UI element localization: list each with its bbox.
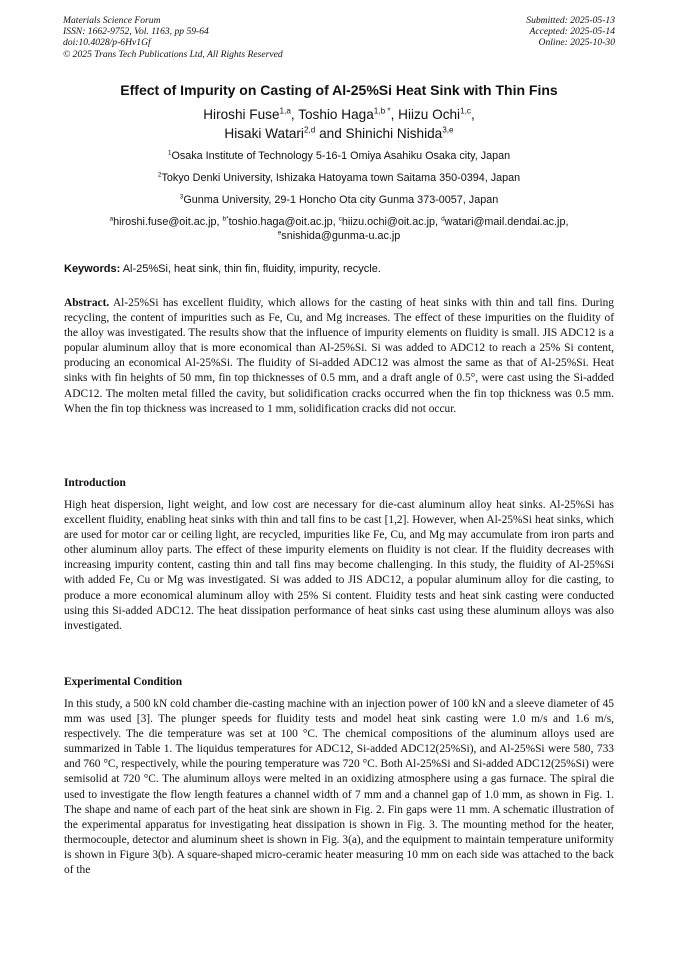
author-name: Shinichi Nishida [345, 126, 443, 141]
accepted-date: Accepted: 2025-05-14 [529, 26, 615, 38]
paper-title: Effect of Impurity on Casting of Al-25%Si Heat Sink with Thin Fins [120, 82, 558, 98]
email-mark: d [441, 215, 445, 223]
email-link[interactable]: toshio.haga@oit.ac.jp, [228, 216, 339, 228]
abstract [64, 296, 614, 417]
affiliation-number: 2 [157, 171, 162, 179]
journal-name: Materials Science Forum [63, 15, 161, 26]
author-affil-mark: 3,e [442, 125, 454, 135]
email-link[interactable]: snishida@gunma-u.ac.jp [281, 230, 401, 242]
author-affil-mark: 1,c [460, 106, 471, 116]
author-list [40, 105, 638, 143]
affiliation-number: 1 [167, 149, 172, 157]
doi: doi:10.4028/p-6Hv1Gf [63, 37, 151, 49]
affiliation-2 [40, 172, 638, 184]
section-heading-introduction: Introduction [64, 477, 126, 489]
affiliation-text: Gunma University, 29-1 Honcho Ota city Gunma 373-0057, Japan [183, 194, 499, 206]
email-link[interactable]: watari@mail.dendai.ac.jp, [444, 216, 569, 228]
keywords-label: Keywords: [64, 263, 121, 275]
author-affil-mark: 2,d [303, 125, 316, 135]
author-name: Hiroshi Fuse [203, 107, 280, 122]
author-affil-mark: 1,a [279, 106, 291, 116]
experimental-paragraph: In this study, a 500 kN cold chamber die-casting machine with an injection power of 100 kN and a sleeve diameter of 45 mm was used [3]. The plunger speeds for fluidity tests and model heat sink casting were 1.0 m/s and 1.6 m/s, respectively. The die temperature was set at 100 °C. The chemical compositions of the aluminum alloys used are summarized in Table 1. The liquidus temperatures for ADC12, Si-added ADC12(25%Si), and Al-25%Si were 580, 733 and 760 °C, respectively, while the pouring temperature was 720 °C. Both Al-25%Si and Si-added ADC12(25%Si) were semisolid at 720 °C. The aluminum alloys were melted in an oxidizing atmosphere using a gas furnace. The spiral die used to investigate the flow length features a channel width of 7 mm and a channel gap of 1.0 mm, as shown in Fig. 1. The shape and name of each part of the heat sink are shown in Fig. 2. Fin gaps were 11 mm. A schematic illustration of the experimental apparatus for investigating heat dissipation is shown in Fig. 3. The mounting method for the heater, thermocouple, detector and aluminum sheet is shown in Fig. 3(a), and the equipment to maintain temperature uniformity is shown in Figure 3(b). A square-shaped micro-ceramic heater measuring 10 mm on each side was attached to the back of the [64, 698, 614, 877]
author-separator: , [390, 107, 399, 122]
author-affil-mark: 1,b * [373, 106, 391, 116]
copyright: © 2025 Trans Tech Publications Ltd, All Rights Reserved [63, 48, 283, 60]
affiliation-3 [40, 194, 638, 206]
abstract-text: Al-25%Si has excellent fluidity, which allows for the casting of heat sinks with thin and tall fins. During recycling, the content of impurities such as Fe, Cu, and Mg increases. The effect of these impurities on the fluidity of the alloy was investigated. The results show that the influence of impurity elements on fluidity is small. JIS ADC12 is a popular aluminum alloy that is more economical than Al-25%Si. Si was added to ADC12 to reach a 25% Si content, producing an economical Al-25%Si. The fluidity of Si-added ADC12 was almost the same as that of Al-25%Si. Heat sinks with fin heights of 50 mm, fin top thicknesses of 0.5 mm, and a draft angle of 0.5°, were cast using the Si-added ADC12. The molten metal filled the cavity, but solidification cracks occurred when the fin top thickness was 0.5 mm. When the fin top thickness was increased to 1 mm, solidification cracks did not occur. [64, 297, 614, 415]
author-emails [40, 215, 638, 243]
affiliation-1 [40, 150, 638, 162]
issn: ISSN: 1662-9752, Vol. 1163, pp 59-64 [63, 26, 209, 38]
online-date: Online: 2025-10-30 [538, 37, 615, 49]
author-name: Hiizu Ochi [398, 107, 461, 122]
introduction-paragraph: High heat dispersion, light weight, and low cost are necessary for die-cast aluminum alloy heat sinks. Al-25%Si has excellent fluidity, enabling heat sinks with thin and tall fins to be cast [1,2]. However, when Al-25%Si heat sinks, which are used for motor car or ceiling light, are recycled, impurities like Fe, Cu, and Mg may accumulate from iron parts and other aluminum alloy parts. The effect of these impurity elements on fluidity is not clear. If the fluidity decreases with increasing impurity content, casting thin and tall fins may become challenging. In this study, the fluidity of Al-25%Si with added Fe, Cu or Mg was investigated. Si was added to JIS ADC12, a popular aluminum alloy for die casting, to produce a more economical aluminum alloy with 25% Si content. Fluidity tests and heat sink casting were conducted using this Si-added ADC12. The heat dissipation performance of heat sinks cast using these aluminum alloys was also investigated. [64, 499, 614, 632]
journal-header [63, 15, 283, 60]
keywords [64, 263, 381, 275]
author-separator: , [470, 107, 475, 122]
affiliation-text: Tokyo Denki University, Ishizaka Hatoyama town Saitama 350-0394, Japan [161, 172, 521, 184]
dates-header [526, 15, 615, 49]
email-link[interactable]: hiizu.ochi@oit.ac.jp, [341, 216, 442, 228]
author-name: Hisaki Watari [224, 126, 304, 141]
author-conjunction: and [315, 126, 346, 141]
author-separator: , [290, 107, 299, 122]
email-mark: a [109, 215, 114, 223]
email-mark: c [338, 215, 342, 223]
keywords-text: Al-25%Si, heat sink, thin fin, fluidity, impurity, recycle. [120, 263, 381, 275]
affiliation-number: 3 [179, 193, 184, 201]
affiliation-text: Osaka Institute of Technology 5-16-1 Omiya Asahiku Osaka city, Japan [171, 150, 511, 162]
email-link[interactable]: hiroshi.fuse@oit.ac.jp, [113, 216, 223, 228]
abstract-label: Abstract. [64, 297, 110, 309]
email-mark: b* [222, 215, 229, 223]
submitted-date: Submitted: 2025-05-13 [526, 15, 615, 26]
section-heading-experimental: Experimental Condition [64, 676, 183, 688]
author-name: Toshio Haga [298, 107, 374, 122]
email-mark: e [277, 229, 282, 237]
